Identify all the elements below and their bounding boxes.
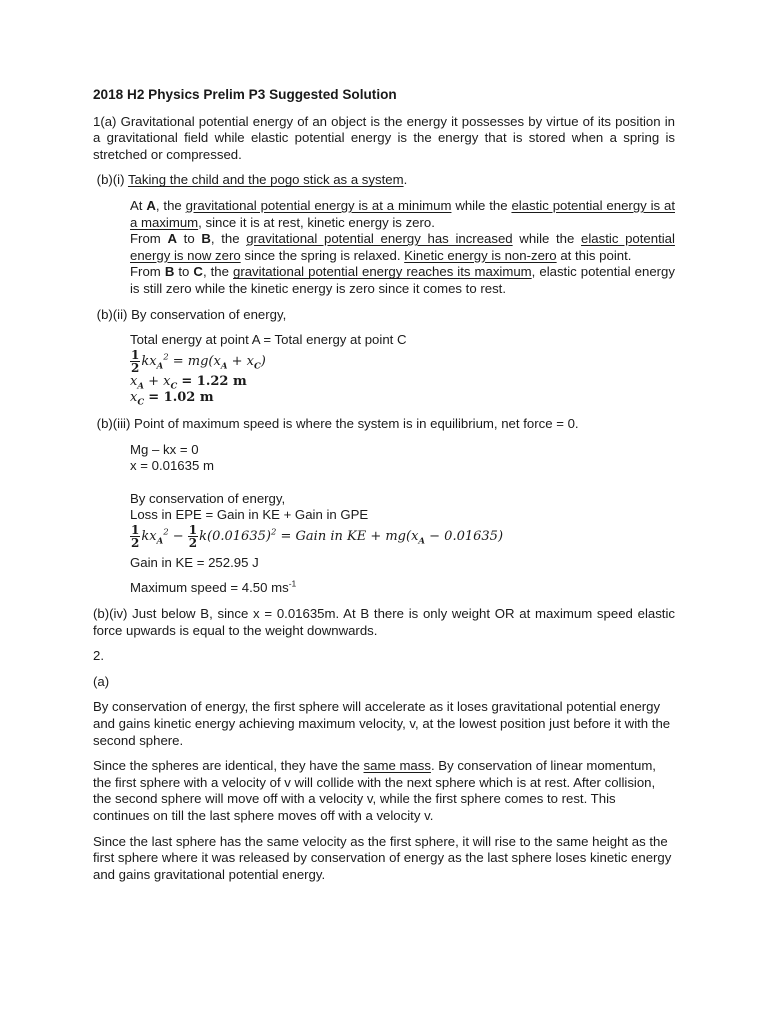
answer-1b-iv: (b)(iv) Just below B, since x = 0.01635m. At B there is only weight OR at maximum speed elastic force upwards is equal to the weight downwards. — [93, 606, 675, 638]
answer-1b-iii-body — [93, 442, 675, 598]
energy-equation: $\frac{1}{2}$ $kx_A^2 = mg(x_A + x_C)$ — [131, 347, 266, 375]
b-to-c-statement: From B to C, the gravitational potential energy reaches its maximum, elastic potential energy is still zero while the kinetic energy is zero since it comes to rest. — [130, 264, 675, 296]
answer-1b-iii-heading: (b)(iii) Point of maximum speed is where the system is in equilibrium, net force = 0. — [96, 415, 579, 431]
answer-1b-ii-heading: (b)(ii) By conservation of energy, — [96, 306, 287, 322]
answer-1b-ii-body — [93, 332, 675, 407]
ke-gain-equation: $\frac{1}{2}$ $kx_A^2$ − $\frac{1}{2}$ $k(0.01635)^2$ = Gain in KE + $mg(x_A - 0.01635)$ — [131, 522, 504, 550]
point-a-statement: At A, the gravitational potential energy is at a minimum while the elastic potential energy is at a maximum, since it is at rest, kinetic energy is zero. — [130, 197, 675, 230]
a-to-b-statement: From A to B, the gravitational potential energy has increased while the elastic potential energy is now zero since the spring is relaxed. Kinetic energy is non-zero at this point. — [130, 231, 675, 263]
max-speed-result: Maximum speed = 4.50 $ms^{-1}$ — [130, 579, 297, 596]
question-2-number: 2. — [93, 648, 104, 664]
total-energy-statement: Total energy at point A = Total energy at point C — [130, 332, 407, 348]
sum-displacement-equation: $x_A + x_C = 1.22$ m — [130, 373, 247, 392]
xc-result-equation: $x_C = 1.02$ m — [130, 390, 214, 408]
energy-balance-statement: Loss in EPE = Gain in KE + Gain in GPE — [130, 507, 369, 523]
equilibrium-equation: Mg – kx = 0 — [130, 441, 199, 457]
answer-1b-i-heading: (b)(i) Taking the child and the pogo stick as a system. — [96, 172, 408, 188]
conservation-statement: By conservation of energy, — [130, 490, 286, 506]
answer-2a-paragraph-2: Since the spheres are identical, they have the same mass. By conservation of linear momentum, the first sphere with a velocity of v will collide with the next sphere which is at rest. After collision, the second sphere will move off with a velocity v, while the first sphere comes to rest. This continues on till the last sphere moves off with a velocity v. — [93, 758, 656, 823]
extension-result: x = 0.01635 m — [130, 458, 214, 474]
answer-2a-paragraph-1: By conservation of energy, the first sphere will accelerate as it loses gravitational potential energy and gains kinetic energy achieving maximum velocity, v, at the lowest position just before it with the second sphere. — [93, 699, 671, 748]
answer-1a: 1(a) Gravitational potential energy of an object is the energy it possesses by virtue of its position in a gravitational field while elastic potential energy is the energy that is stored when a spring is stretched or compressed. — [93, 113, 675, 162]
question-2a-label: (a) — [93, 673, 110, 689]
document-body — [93, 87, 675, 892]
answer-1b-i-body — [93, 198, 675, 298]
ke-gain-result: Gain in KE = 252.95 J — [130, 554, 259, 570]
answer-2a-paragraph-3: Since the last sphere has the same velocity as the first sphere, it will rise to the same height as the first sphere where it was released by conservation of energy as the last sphere loses kinetic energy and gains gravitational potential energy. — [93, 833, 672, 882]
system-statement: Taking the child and the pogo stick as a system — [127, 172, 404, 188]
document-title: 2018 H2 Physics Prelim P3 Suggested Solution — [93, 87, 397, 102]
